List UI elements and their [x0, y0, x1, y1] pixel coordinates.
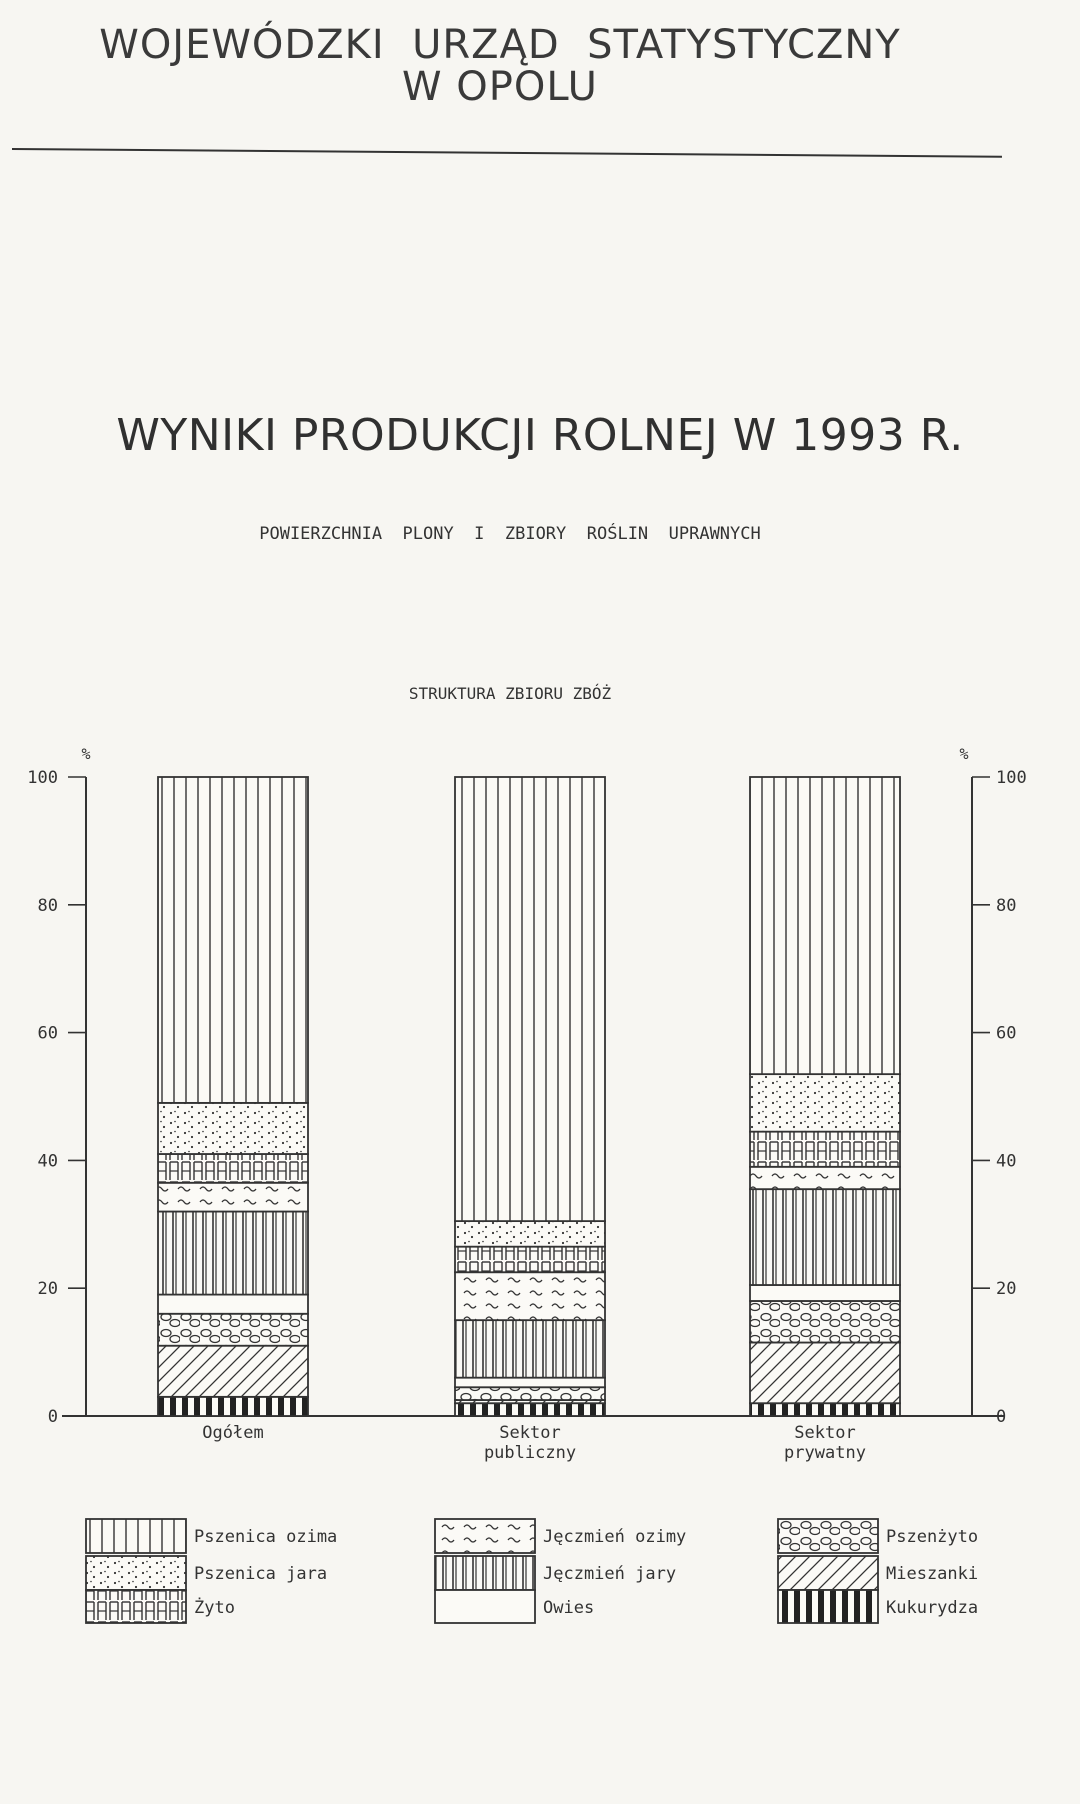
- bar-segment-zyto-3: [750, 1132, 900, 1167]
- bar-segment-pszenica-jara-3: [750, 1074, 900, 1132]
- office-name-line1: WOJEWÓDZKI URZĄD STATYSTYCZNY: [99, 22, 901, 68]
- bar-segment-jeczmien-jary-1: [158, 1212, 308, 1295]
- office-name-line2: W OPOLU: [402, 64, 598, 110]
- bar-segment-kukurydza-2: [455, 1403, 605, 1416]
- bar-segment-jeczmien-jary-2: [455, 1320, 605, 1378]
- y-unit-label-left: %: [81, 745, 91, 763]
- legend-swatch-pszenica-jara: [86, 1556, 186, 1590]
- y-tick-label-right: 100: [996, 768, 1027, 788]
- bar-segment-mieszanki-3: [750, 1343, 900, 1404]
- bar-segment-owies-2: [455, 1378, 605, 1388]
- bar-segment-jeczmien-ozimy-2: [455, 1272, 605, 1320]
- legend-swatch-jeczmien-jary: [435, 1556, 535, 1590]
- legend-swatch-pszenzyto: [778, 1519, 878, 1553]
- legend-label-jeczmien-ozimy: Jęczmień ozimy: [543, 1527, 687, 1547]
- y-tick-label-right: 20: [996, 1279, 1017, 1300]
- bar-segment-jeczmien-ozimy-3: [750, 1167, 900, 1189]
- bar-segment-pszenica-ozima-3: [750, 777, 900, 1074]
- category-label: Ogółem: [202, 1423, 264, 1443]
- legend-label-kukurydza: Kukurydza: [886, 1598, 979, 1618]
- y-tick-label-right: 80: [996, 895, 1017, 916]
- page-title: WYNIKI PRODUKCJI ROLNEJ W 1993 R.: [116, 410, 964, 461]
- legend-label-pszenzyto: Pszenżyto: [886, 1527, 979, 1547]
- legend-label-pszenica-ozima: Pszenica ozima: [194, 1527, 338, 1547]
- legend-label-pszenica-jara: Pszenica jara: [194, 1564, 328, 1584]
- bar-segment-pszenica-ozima-2: [455, 777, 605, 1221]
- y-tick-label-right: 40: [996, 1151, 1017, 1172]
- y-tick-label-right: 60: [996, 1023, 1017, 1044]
- bar-segment-kukurydza-3: [750, 1403, 900, 1416]
- legend-label-zyto: Żyto: [194, 1598, 235, 1618]
- bar-segment-mieszanki-1: [158, 1346, 308, 1397]
- legend-swatch-jeczmien-ozimy: [435, 1519, 535, 1553]
- bar-segment-zyto-2: [455, 1247, 605, 1273]
- y-tick-label-left: 80: [37, 895, 58, 916]
- bar-segment-pszenzyto-2: [455, 1387, 605, 1400]
- y-tick-label-left: 20: [37, 1279, 58, 1300]
- y-tick-label-left: 60: [37, 1023, 58, 1044]
- chart-title: STRUKTURA ZBIORU ZBÓŻ: [408, 684, 612, 703]
- y-tick-label-left: 0: [47, 1407, 58, 1427]
- bar-segment-pszenica-jara-2: [455, 1221, 605, 1247]
- y-tick-label-left: 40: [37, 1151, 58, 1172]
- bar-segment-pszenica-jara-1: [158, 1103, 308, 1154]
- category-label: Sektor publiczny: [483, 1423, 577, 1463]
- bar-segment-pszenica-ozima-1: [158, 777, 308, 1103]
- page-subtitle: POWIERZCHNIA PLONY I ZBIORY ROŚLIN UPRAWNYCH: [259, 524, 761, 544]
- legend-swatch-pszenica-ozima: [86, 1519, 186, 1553]
- legend-label-jeczmien-jary: Jęczmień jary: [543, 1564, 677, 1584]
- y-tick-label-right: 0: [996, 1407, 1007, 1427]
- bar-segment-kukurydza-1: [158, 1397, 308, 1416]
- bar-segment-owies-1: [158, 1295, 308, 1314]
- y-tick-label-left: 100: [27, 768, 58, 788]
- bar-segment-pszenzyto-1: [158, 1314, 308, 1346]
- legend-swatch-zyto: [86, 1590, 186, 1623]
- bar-segment-jeczmien-jary-3: [750, 1189, 900, 1285]
- legend-swatch-kukurydza: [778, 1590, 878, 1623]
- bar-segment-owies-3: [750, 1285, 900, 1301]
- legend-label-mieszanki: Mieszanki: [886, 1564, 979, 1584]
- legend-swatch-mieszanki: [778, 1556, 878, 1590]
- bar-segment-pszenzyto-3: [750, 1301, 900, 1343]
- bar-segment-jeczmien-ozimy-1: [158, 1183, 308, 1212]
- bar-segment-zyto-1: [158, 1154, 308, 1183]
- legend-swatch-owies: [435, 1590, 535, 1623]
- category-label: Sektor prywatny: [784, 1423, 866, 1463]
- legend-label-owies: Owies: [543, 1598, 595, 1618]
- y-unit-label-right: %: [959, 745, 969, 763]
